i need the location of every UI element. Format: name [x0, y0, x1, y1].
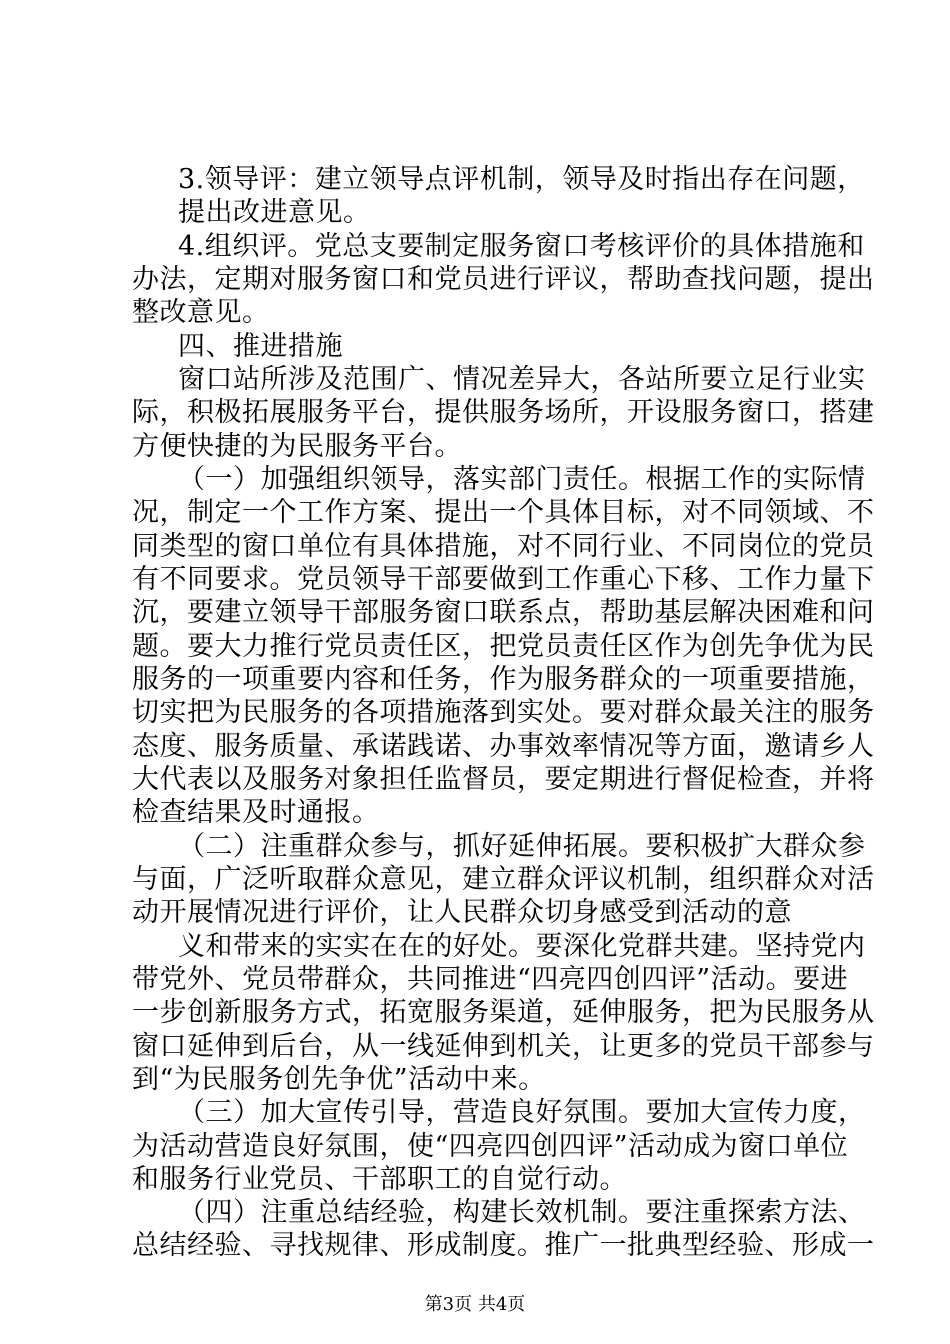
text-line: 有不同要求。党员领导干部要做到工作重心下移、工作力量下	[132, 564, 875, 595]
text-line: 态度、服务质量、承诺践诺、办事效率情况等方面，邀请乡人	[132, 731, 875, 762]
text-line: 窗口站所涉及范围广、情况差异大，各站所要立足行业实	[178, 364, 866, 395]
text-line: 动开展情况进行评价，让人民群众切身感受到活动的意	[132, 897, 792, 928]
text-line: 整改意见。	[132, 297, 270, 328]
text-line: 到“为民服务创先争优”活动中来。	[132, 1064, 546, 1095]
text-line: 提出改进意见。	[178, 197, 371, 228]
text-line: 义和带来的实实在在的好处。要深化党群共建。坚持党内	[178, 931, 866, 962]
text-line: 方便快捷的为民服务平台。	[132, 431, 462, 462]
text-line: （一）加强组织领导，落实部门责任。根据工作的实际情	[178, 464, 866, 495]
text-line: 窗口延伸到后台，从一线延伸到机关，让更多的党员干部参与	[132, 1031, 875, 1062]
text-line: 办法，定期对服务窗口和党员进行评议，帮助查找问题，提出	[132, 264, 875, 295]
text-line: 检查结果及时通报。	[132, 797, 380, 828]
text-line: 题。要大力推行党员责任区，把党员责任区作为创先争优为民	[132, 631, 875, 662]
text-line: 一步创新服务方式，拓宽服务渠道，延伸服务，把为民服务从	[132, 997, 875, 1028]
text-line: 服务的一项重要内容和任务，作为服务群众的一项重要措施，	[132, 664, 875, 695]
text-line: 况，制定一个工作方案、提出一个具体目标，对不同领域、不	[132, 497, 875, 528]
text-line: 4.组织评。党总支要制定服务窗口考核评价的具体措施和	[178, 231, 865, 262]
text-line: 际，积极拓展服务平台，提供服务场所，开设服务窗口，搭建	[132, 397, 875, 428]
text-line: 同类型的窗口单位有具体措施，对不同行业、不同岗位的党员	[132, 531, 875, 562]
text-line: 大代表以及服务对象担任监督员，要定期进行督促检查，并将	[132, 764, 875, 795]
text-line: （二）注重群众参与，抓好延伸拓展。要积极扩大群众参	[178, 831, 866, 862]
page-number-footer: 第3页 共4页	[424, 1294, 526, 1315]
text-line: 切实把为民服务的各项措施落到实处。要对群众最关注的服务	[132, 697, 875, 728]
text-line: 沉，要建立领导干部服务窗口联系点，帮助基层解决困难和问	[132, 597, 875, 628]
text-line: 与面，广泛听取群众意见，建立群众评议机制，组织群众对活	[132, 864, 875, 895]
text-line: （四）注重总结经验，构建长效机制。要注重探索方法、	[178, 1197, 866, 1228]
text-line: 为活动营造良好氛围，使“四亮四创四评”活动成为窗口单位	[132, 1131, 849, 1162]
text-line: （三）加大宣传引导，营造良好氛围。要加大宣传力度，	[178, 1097, 866, 1128]
text-line: 带党外、党员带群众，共同推进“四亮四创四评”活动。要进	[132, 964, 849, 995]
text-line: 和服务行业党员、干部职工的自觉行动。	[132, 1164, 627, 1195]
text-line: 3.领导评：建立领导点评机制，领导及时指出存在问题，	[178, 164, 865, 195]
text-line: 总结经验、寻找规律、形成制度。推广一批典型经验、形成一	[132, 1230, 875, 1261]
section-heading: 四、推进措施	[178, 331, 343, 362]
